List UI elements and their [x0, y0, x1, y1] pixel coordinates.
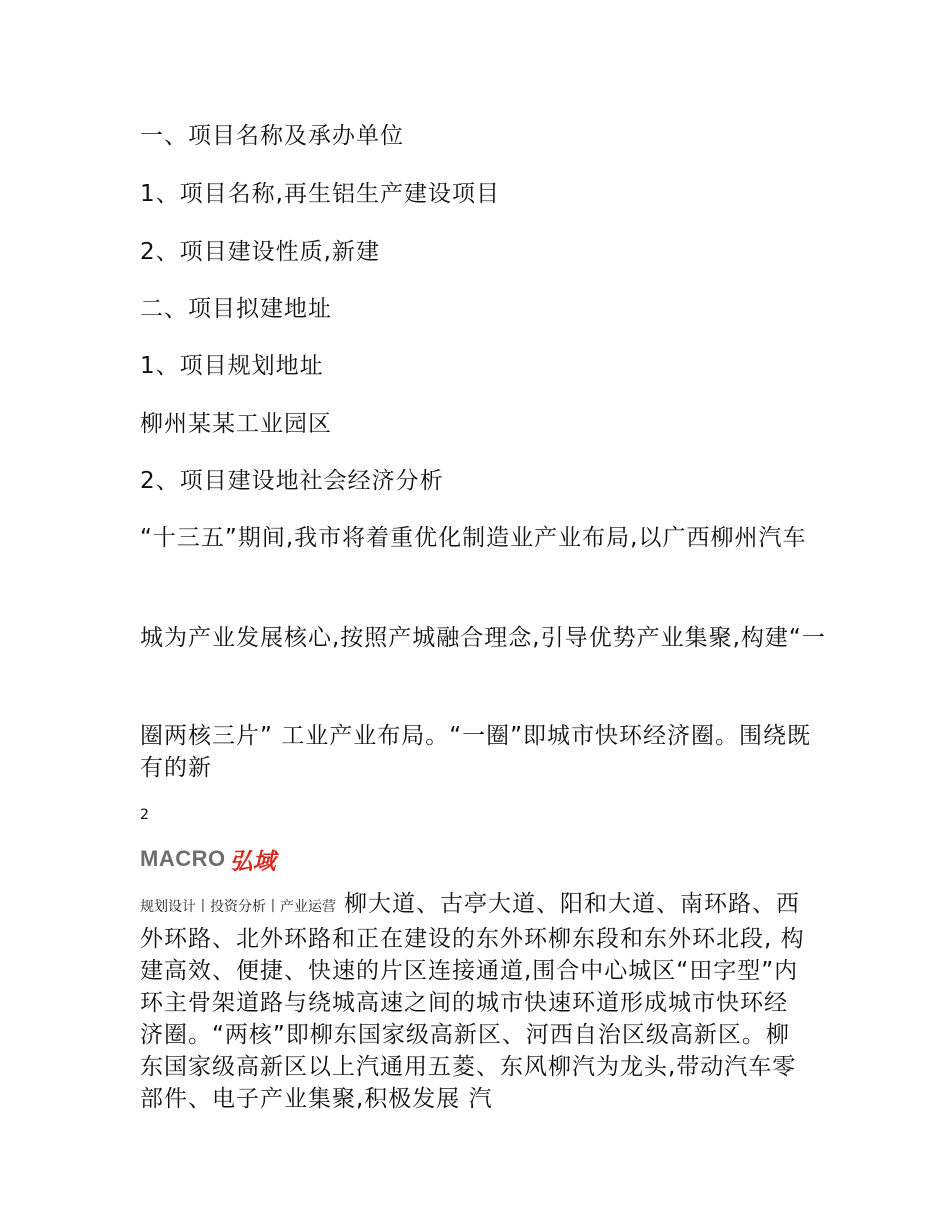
- item-planned-site: 1、项目规划地址: [140, 353, 324, 379]
- body-text-block: [140, 888, 810, 1115]
- section-heading-project-site: 二、项目拟建地址: [140, 296, 332, 322]
- page-number: 2: [140, 807, 149, 823]
- company-tagline: 规划设计丨投资分析丨产业运营: [140, 899, 336, 915]
- site-location: 柳州某某工业园区: [140, 411, 332, 437]
- item-socioeconomic-analysis: 2、项目建设地社会经济分析: [140, 468, 444, 494]
- section-heading-project-name: 一、项目名称及承办单位: [140, 123, 404, 149]
- item-project-name: 1、项目名称,再生铝生产建设项目: [140, 181, 500, 207]
- paragraph-line-2: 城为产业发展核心,按照产城融合理念,引导优势产业集聚,构建“一: [140, 625, 826, 651]
- logo-chinese-text: 弘域: [229, 848, 276, 875]
- macro-logo: [140, 844, 276, 874]
- body-text: 柳大道、古亭大道、阳和大道、南环路、西外环路、北外环路和正在建设的东外环柳东段和东外环北段, 构建高效、便捷、快速的片区连接通道,围合中心城区“田字型”内环主骨架道路与绕城高速之间的城市快速环道形成城市快环经济圈。“两核”即柳东国家级高新区、河西自治区级高新区。柳东国家级高新区以上汽通用五菱、东风柳汽为龙头,带动汽车零部件、电子产业集聚,积极发展 汽: [140, 891, 805, 1112]
- paragraph-line-3: 圈两核三片” 工业产业布局。“一圈”即城市快环经济圈。围绕既有的新: [140, 723, 812, 781]
- item-project-nature: 2、项目建设性质,新建: [140, 239, 380, 265]
- logo-english-text: MACRO: [140, 846, 226, 871]
- paragraph-line-1: “十三五”期间,我市将着重优化制造业产业布局,以广西柳州汽车: [140, 525, 807, 551]
